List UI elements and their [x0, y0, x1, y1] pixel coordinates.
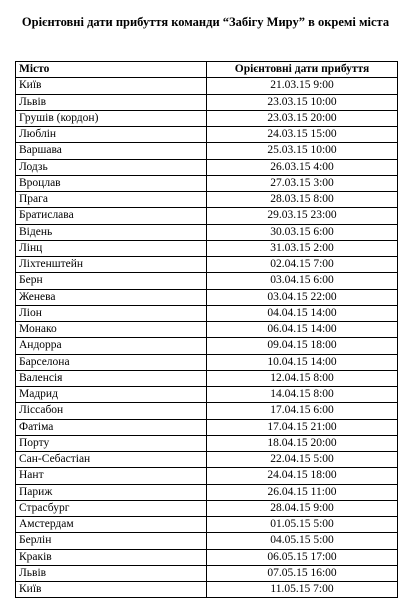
arrival-date-cell: 24.03.15 15:00 [207, 127, 398, 143]
table-body [16, 78, 398, 598]
arrival-date-cell: 09.04.15 18:00 [207, 338, 398, 354]
arrival-date-cell: 24.04.15 18:00 [207, 468, 398, 484]
arrival-date-cell: 23.03.15 20:00 [207, 110, 398, 126]
arrival-date-cell: 03.04.15 6:00 [207, 273, 398, 289]
arrival-date-cell: 22.04.15 5:00 [207, 452, 398, 468]
arrival-date-cell: 27.03.15 3:00 [207, 175, 398, 191]
table-row [16, 192, 398, 208]
city-cell: Братислава [16, 208, 207, 224]
table-row [16, 354, 398, 370]
city-cell: Київ [16, 582, 207, 598]
table-row [16, 387, 398, 403]
arrival-date-cell: 11.05.15 7:00 [207, 582, 398, 598]
city-cell: Львів [16, 94, 207, 110]
arrival-date-cell: 26.03.15 4:00 [207, 159, 398, 175]
table-row [16, 565, 398, 581]
table-row [16, 110, 398, 126]
city-cell: Ліхтенштейн [16, 257, 207, 273]
arrival-date-cell: 17.04.15 21:00 [207, 419, 398, 435]
table-row [16, 127, 398, 143]
table-row [16, 289, 398, 305]
arrival-date-cell: 21.03.15 9:00 [207, 78, 398, 94]
table-row [16, 78, 398, 94]
table-row [16, 452, 398, 468]
city-cell: Краків [16, 549, 207, 565]
column-header-arrival-date: Орієнтовні дати прибуття [207, 62, 398, 78]
table-row [16, 94, 398, 110]
arrival-date-cell: 29.03.15 23:00 [207, 208, 398, 224]
arrival-date-cell: 02.04.15 7:00 [207, 257, 398, 273]
table-row [16, 403, 398, 419]
city-cell: Берн [16, 273, 207, 289]
city-cell: Порту [16, 435, 207, 451]
table-header-row [16, 62, 398, 78]
arrival-date-cell: 26.04.15 11:00 [207, 484, 398, 500]
table-row [16, 533, 398, 549]
arrival-date-cell: 12.04.15 8:00 [207, 370, 398, 386]
table-row [16, 240, 398, 256]
arrival-date-cell: 04.04.15 14:00 [207, 305, 398, 321]
city-cell: Берлін [16, 533, 207, 549]
city-cell: Грушів (кордон) [16, 110, 207, 126]
arrival-date-cell: 28.04.15 9:00 [207, 500, 398, 516]
arrival-date-cell: 14.04.15 8:00 [207, 387, 398, 403]
city-cell: Лодзь [16, 159, 207, 175]
arrival-date-cell: 07.05.15 16:00 [207, 565, 398, 581]
table-row [16, 468, 398, 484]
table-row [16, 517, 398, 533]
table-row [16, 500, 398, 516]
city-cell: Нант [16, 468, 207, 484]
city-cell: Страсбург [16, 500, 207, 516]
arrival-date-cell: 03.04.15 22:00 [207, 289, 398, 305]
city-cell: Валенсія [16, 370, 207, 386]
table-row [16, 549, 398, 565]
city-cell: Люблін [16, 127, 207, 143]
city-cell: Женева [16, 289, 207, 305]
arrival-date-cell: 25.03.15 10:00 [207, 143, 398, 159]
arrival-date-cell: 31.03.15 2:00 [207, 240, 398, 256]
table-row [16, 338, 398, 354]
city-cell: Мадрид [16, 387, 207, 403]
city-cell: Львів [16, 565, 207, 581]
city-cell: Андорра [16, 338, 207, 354]
table-row [16, 582, 398, 598]
city-cell: Барселона [16, 354, 207, 370]
city-cell: Фатіма [16, 419, 207, 435]
city-cell: Лінц [16, 240, 207, 256]
city-cell: Ліон [16, 305, 207, 321]
arrival-dates-table [15, 61, 398, 598]
table-row [16, 484, 398, 500]
table-row [16, 143, 398, 159]
city-cell: Париж [16, 484, 207, 500]
column-header-city: Місто [16, 62, 207, 78]
city-cell: Відень [16, 224, 207, 240]
arrival-date-cell: 06.05.15 17:00 [207, 549, 398, 565]
city-cell: Монако [16, 322, 207, 338]
city-cell: Варшава [16, 143, 207, 159]
table-row [16, 159, 398, 175]
table-row [16, 419, 398, 435]
city-cell: Амстердам [16, 517, 207, 533]
city-cell: Сан-Себастіан [16, 452, 207, 468]
arrival-date-cell: 17.04.15 6:00 [207, 403, 398, 419]
arrival-date-cell: 28.03.15 8:00 [207, 192, 398, 208]
table-row [16, 257, 398, 273]
arrival-date-cell: 23.03.15 10:00 [207, 94, 398, 110]
arrival-date-cell: 18.04.15 20:00 [207, 435, 398, 451]
arrival-date-cell: 06.04.15 14:00 [207, 322, 398, 338]
city-cell: Прага [16, 192, 207, 208]
table-row [16, 273, 398, 289]
table-row [16, 305, 398, 321]
arrival-date-cell: 04.05.15 5:00 [207, 533, 398, 549]
table-row [16, 322, 398, 338]
city-cell: Ліссабон [16, 403, 207, 419]
table-row [16, 370, 398, 386]
city-cell: Вроцлав [16, 175, 207, 191]
city-cell: Київ [16, 78, 207, 94]
table-row [16, 435, 398, 451]
table-row [16, 175, 398, 191]
arrival-date-cell: 30.03.15 6:00 [207, 224, 398, 240]
arrival-date-cell: 10.04.15 14:00 [207, 354, 398, 370]
document-title: Орієнтовні дати прибуття команди “Забігу Миру” в окремі міста [21, 15, 390, 29]
arrival-date-cell: 01.05.15 5:00 [207, 517, 398, 533]
table-row [16, 224, 398, 240]
table-row [16, 208, 398, 224]
